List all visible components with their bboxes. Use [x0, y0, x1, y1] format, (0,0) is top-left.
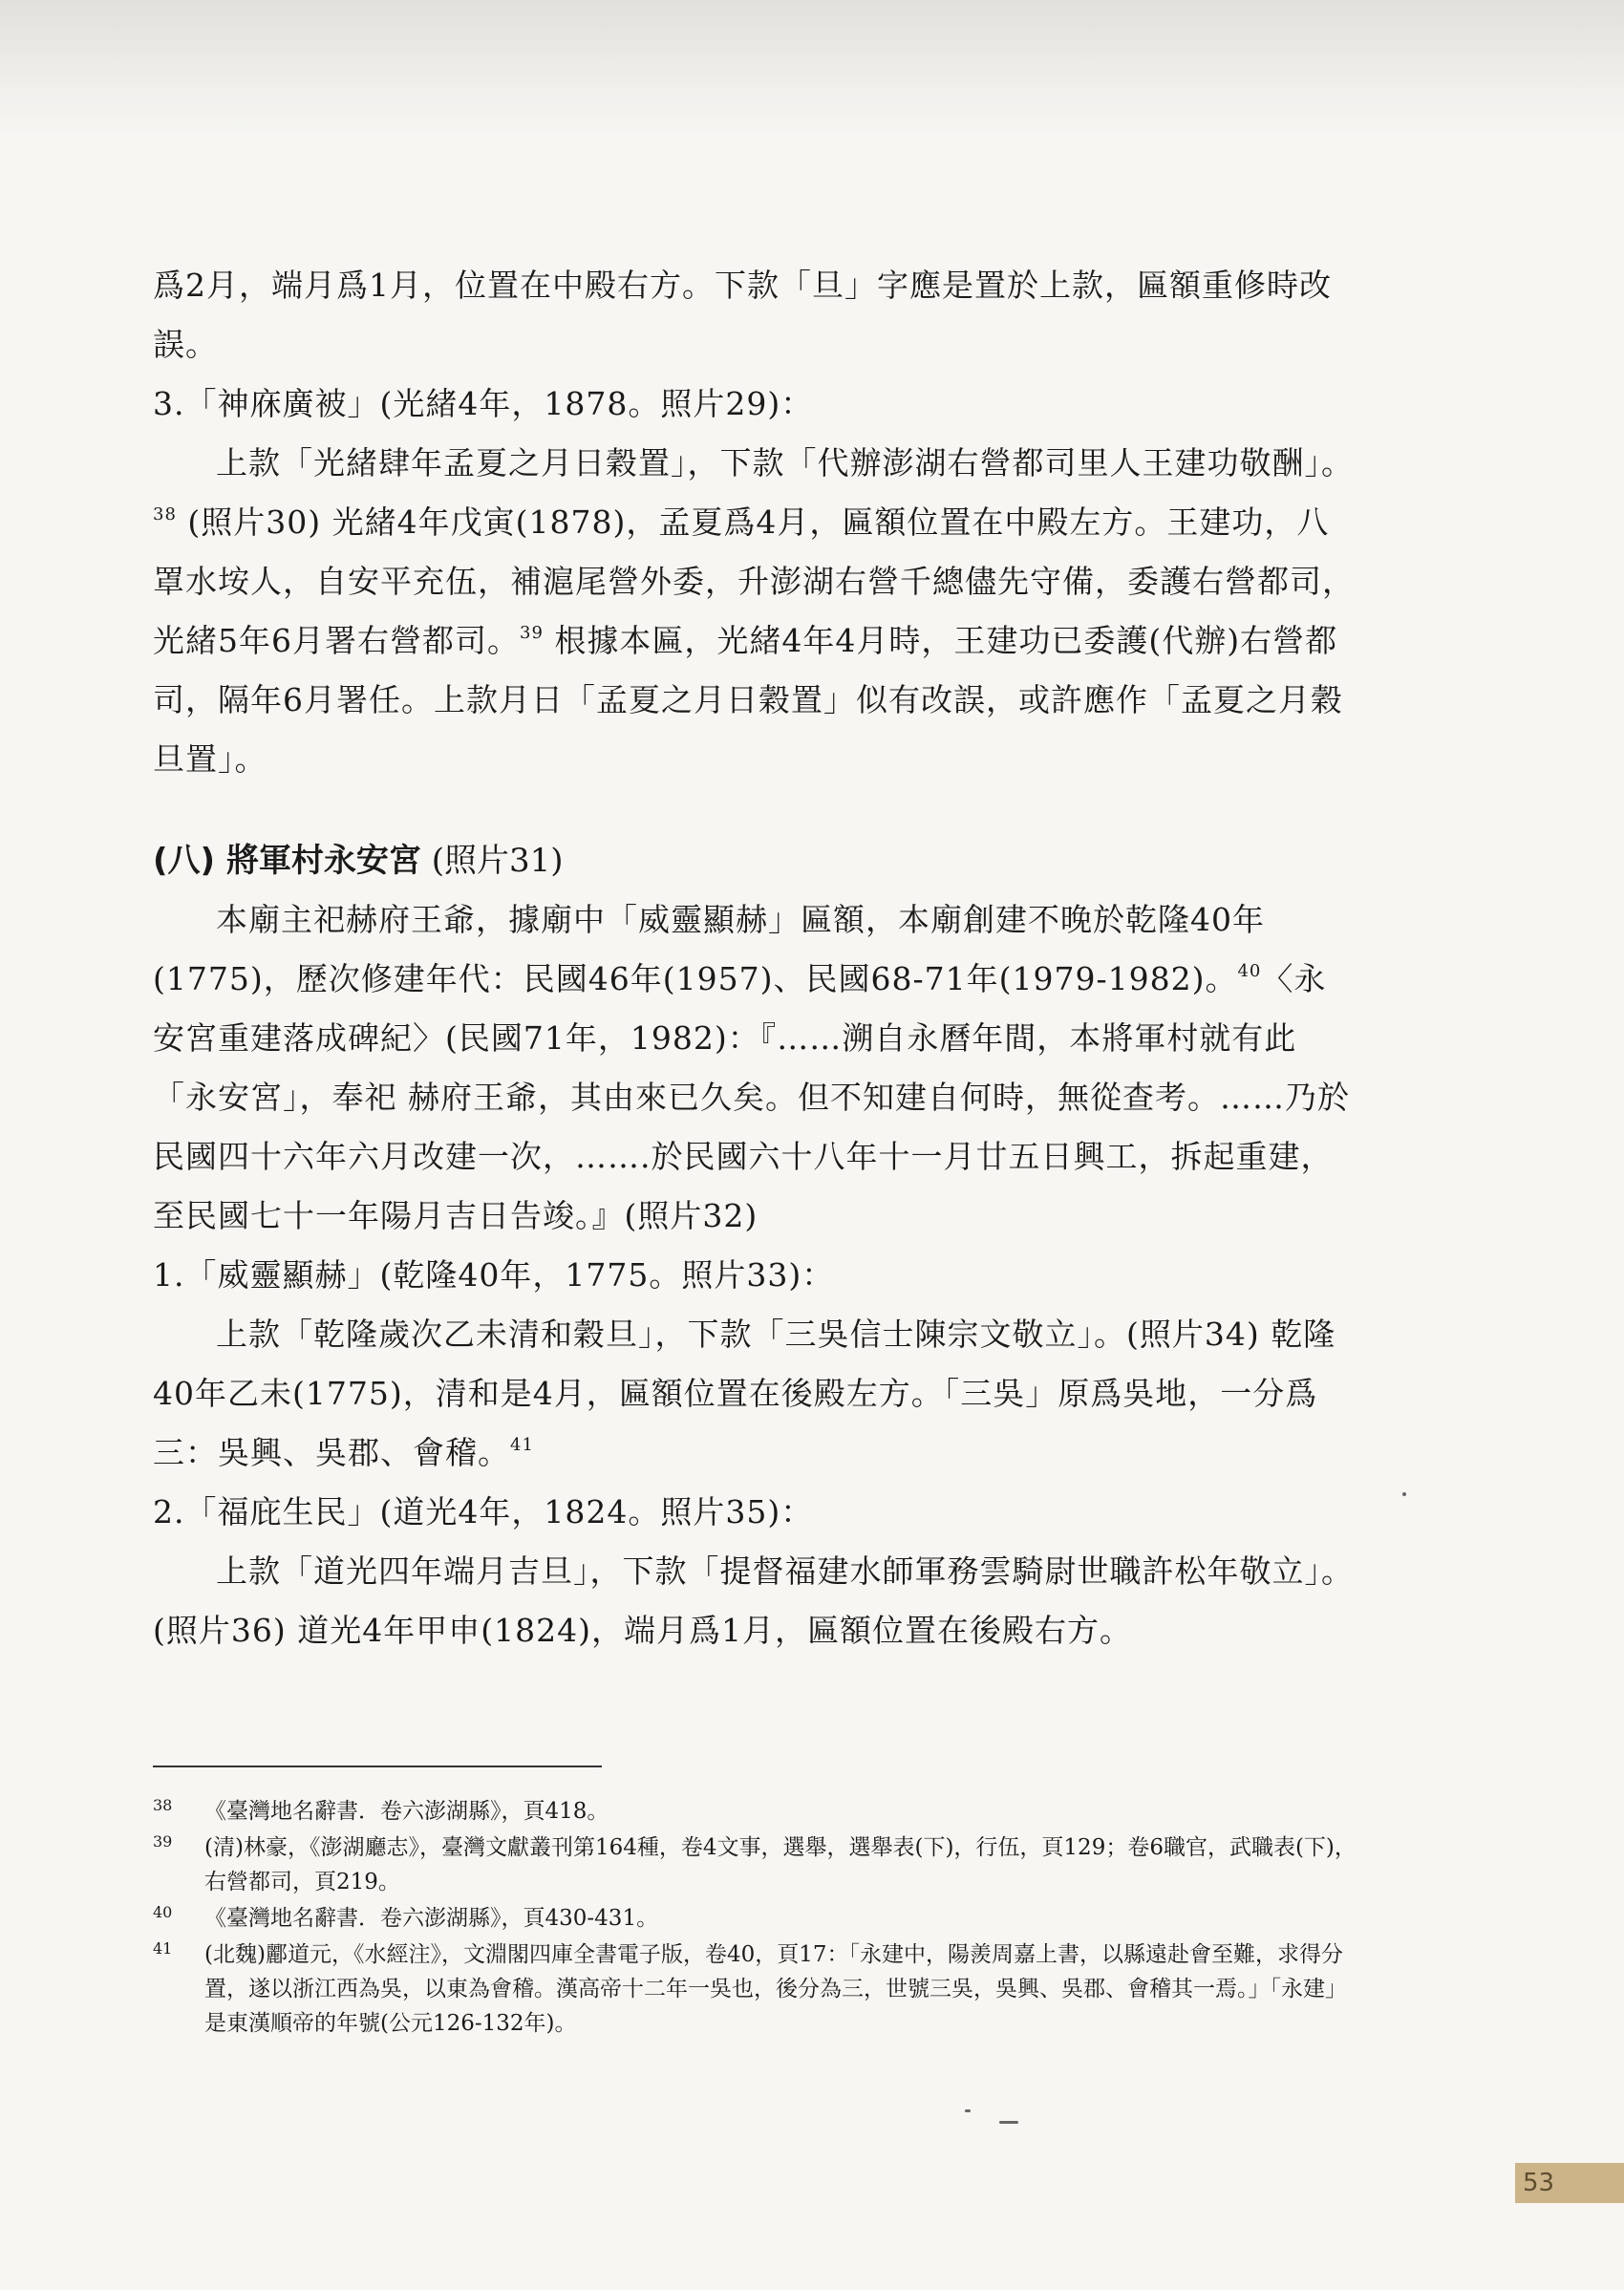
- paragraph-4: [153, 1305, 1357, 1483]
- footnote-38: [153, 1794, 1357, 1829]
- section-heading: [153, 831, 1357, 890]
- paragraph-2-text-b: (照片30) 光緒4年戊寅(1878)，孟夏爲4月，匾額位置在中殿左方。王建功，八罩水垵人，自安平充伍，補滬尾營外委，升澎湖右營千總儘先守備，委護右營都司，光緒5年6月署右營都司。: [153, 503, 1355, 659]
- footnote-number: 38: [153, 1796, 173, 1814]
- footnote-text: 《臺灣地名辭書．卷六澎湖縣》，頁430-431。: [204, 1906, 659, 1931]
- list-item-1-text: 1.「威靈顯赫」(乾隆40年，1775。照片33)：: [153, 1256, 835, 1294]
- footnote-number: 39: [153, 1832, 173, 1851]
- scan-speck: [965, 2109, 971, 2112]
- paragraph-2: [153, 434, 1357, 789]
- footnote-ref-40[interactable]: 40: [1237, 961, 1262, 981]
- paragraph-3-text-a: 本廟主祀赫府王爺，據廟中「威靈顯赫」匾額，本廟創建不晚於乾隆40年(1775)，歷次修建年代：民國46年(1957)、民國68-71年(1979-1982)。: [153, 901, 1265, 997]
- footnote-39: [153, 1830, 1357, 1899]
- list-item-3: [153, 375, 1357, 434]
- paragraph-2-text-c: 根據本匾，光緒4年4月時，王建功已委護(代辦)右營都司，隔年6月署任。上款月日「孟夏之月日穀置」似有改誤，或許應作「孟夏之月穀旦置」。: [153, 622, 1343, 778]
- footnote-text: (清)林豪，《澎湖廳志》，臺灣文獻叢刊第164種，卷4文事，選舉，選舉表(下)，行伍，頁129；卷6職官，武職表(下)，右營都司，頁219。: [204, 1835, 1357, 1894]
- paragraph-3-text-b: 〈永安宮重建落成碑紀〉(民國71年，1982)：『……溯自永曆年間，本將軍村就有此「永安宮」，奉祀 赫府王爺，其由來已久矣。但不知建自何時，無從查考。……乃於民國四十六年六月改建一次，…….於民國六十八年十一月廿五日興工，拆起重建，至民國七十一年陽月吉日告竣。』(照片32): [153, 960, 1350, 1234]
- list-item-2: [153, 1483, 1357, 1542]
- footnote-text: 《臺灣地名辭書．卷六澎湖縣》，頁418。: [204, 1799, 609, 1824]
- page-number: 53: [1515, 2163, 1624, 2203]
- footnote-ref-39[interactable]: 39: [520, 623, 544, 643]
- footnote-number: 41: [153, 1939, 173, 1958]
- paragraph-2-text-a: 上款「光緒肆年孟夏之月日穀置」，下款「代辦澎湖右營都司里人王建功敬酬」。: [216, 444, 1354, 482]
- section-title: (八) 將軍村永安宮: [153, 842, 421, 880]
- paragraph-1-text: 爲2月，端月爲1月，位置在中殿右方。下款「旦」字應是置於上款，匾額重修時改誤。: [153, 267, 1332, 363]
- list-item-2-text: 2.「福庇生民」(道光4年，1824。照片35)：: [153, 1493, 814, 1530]
- scan-speck: [999, 2121, 1018, 2124]
- list-item-3-text: 3.「神庥廣被」(光緒4年，1878。照片29)：: [153, 385, 814, 422]
- footnote-41: [153, 1937, 1357, 2041]
- section-photo-ref: (照片31): [420, 842, 564, 880]
- footnote-ref-38[interactable]: 38: [153, 504, 177, 524]
- paragraph-4-text: 上款「乾隆歲次乙未清和穀旦」，下款「三吳信士陳宗文敬立」。(照片34) 乾隆40年乙未(1775)，清和是4月，匾額位置在後殿左方。「三吳」原爲吳地，一分爲三：吳興、吳郡、會稽。: [153, 1316, 1336, 1471]
- scan-speck: [1402, 1492, 1406, 1496]
- footnote-text: (北魏)酈道元，《水經注》，文淵閣四庫全書電子版，卷40，頁17：「永建中，陽羨周嘉上書，以縣遠赴會至難，求得分置，遂以浙江西為吳，以東為會稽。漢高帝十二年一吳也，後分為三，世號三吳，吳興、吳郡、會稽其一焉。」「永建」是東漢順帝的年號(公元126-132年)。: [204, 1942, 1347, 2036]
- paragraph-3: [153, 890, 1357, 1246]
- footnote-divider: [153, 1766, 602, 1767]
- footnote-number: 40: [153, 1903, 173, 1921]
- paragraph-1: [153, 256, 1357, 375]
- paragraph-5: [153, 1542, 1357, 1660]
- footnote-ref-41[interactable]: 41: [510, 1435, 534, 1455]
- footnote-40: [153, 1901, 1357, 1936]
- paragraph-5-text: 上款「道光四年端月吉旦」，下款「提督福建水師軍務雲騎尉世職許松年敬立」。(照片36) 道光4年甲申(1824)，端月爲1月，匾額位置在後殿右方。: [153, 1552, 1354, 1649]
- list-item-1: [153, 1246, 1357, 1305]
